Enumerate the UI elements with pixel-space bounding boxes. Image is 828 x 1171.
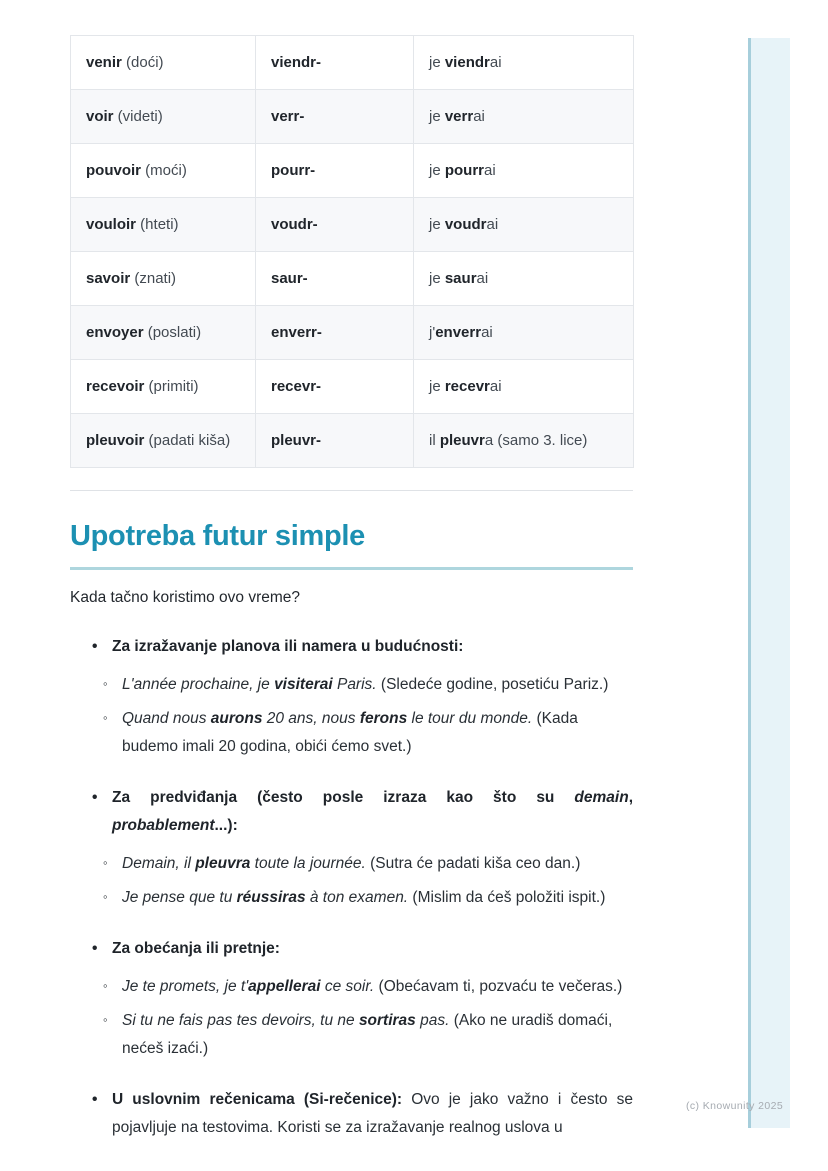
stem-cell: recevr-: [256, 360, 414, 414]
page-title: Upotreba futur simple: [70, 520, 366, 552]
circle-bullet-icon: ◦: [103, 889, 108, 904]
sub-list-item: [70, 671, 633, 699]
verb-cell: vouloir (hteti): [71, 198, 256, 252]
future-cell: je verrai: [414, 90, 634, 144]
stem-cell: pleuvr-: [256, 414, 414, 468]
bullet-icon: •: [92, 940, 98, 957]
stem-cell: viendr-: [256, 36, 414, 90]
sub-list-item: [70, 705, 633, 761]
circle-bullet-icon: ◦: [103, 1012, 108, 1027]
verb-cell: envoyer (poslati): [71, 306, 256, 360]
circle-bullet-icon: ◦: [103, 676, 108, 691]
sub-list-item-text: Je te promets, je t'appellerai ce soir. (Obećavam ti, pozvaću te večeras.): [122, 978, 623, 995]
list-item-text: Za izražavanje planova ili namera u budućnosti:: [112, 638, 464, 655]
sub-list-item: [70, 850, 633, 878]
table-row: [71, 252, 634, 306]
future-cell: je saurai: [414, 252, 634, 306]
section-divider: [70, 490, 633, 491]
stem-cell: verr-: [256, 90, 414, 144]
table-row: [71, 144, 634, 198]
table-row: [71, 360, 634, 414]
sub-list-item-text: Si tu ne fais pas tes devoirs, tu ne sortiras pas. (Ako ne uradiš domaći, nećeš izaći.): [122, 1012, 613, 1057]
future-cell: j'enverrai: [414, 306, 634, 360]
verb-cell: recevoir (primiti): [71, 360, 256, 414]
bullet-icon: •: [92, 789, 98, 806]
future-cell: je recevrai: [414, 360, 634, 414]
copyright-watermark: (c) Knowunity 2025: [686, 1100, 784, 1112]
intro-paragraph: Kada tačno koristimo ovo vreme?: [70, 589, 301, 606]
future-cell: je pourrai: [414, 144, 634, 198]
list-item: [70, 935, 633, 963]
sub-list-item: [70, 1007, 633, 1063]
future-cell: je viendrai: [414, 36, 634, 90]
verb-cell: pouvoir (moći): [71, 144, 256, 198]
stem-cell: saur-: [256, 252, 414, 306]
list-item: [70, 633, 633, 661]
table-row: [71, 414, 634, 468]
list-item: [70, 784, 633, 840]
page-content: [70, 0, 633, 1142]
verb-cell: venir (doći): [71, 36, 256, 90]
verb-cell: savoir (znati): [71, 252, 256, 306]
list-item-text: Za obećanja ili pretnje:: [112, 940, 280, 957]
list-item-text: Za predviđanja (često posle izraza kao što su demain, probablement...):: [112, 789, 633, 834]
table-row: [71, 90, 634, 144]
future-cell: il pleuvra (samo 3. lice): [414, 414, 634, 468]
sub-list-item-text: Je pense que tu réussiras à ton examen. (Mislim da ćeš položiti ispit.): [122, 889, 606, 906]
heading-underline: [70, 567, 633, 570]
verb-cell: voir (videti): [71, 90, 256, 144]
circle-bullet-icon: ◦: [103, 855, 108, 870]
verb-cell: pleuvoir (padati kiša): [71, 414, 256, 468]
table-row: [71, 36, 634, 90]
sub-list-item-text: Quand nous aurons 20 ans, nous ferons le tour du monde. (Kada budemo imali 20 godina, obići ćemo svet.): [122, 710, 578, 755]
table-row: [71, 306, 634, 360]
table-row: [71, 198, 634, 252]
future-cell: je voudrai: [414, 198, 634, 252]
stem-cell: pourr-: [256, 144, 414, 198]
circle-bullet-icon: ◦: [103, 978, 108, 993]
bullet-icon: •: [92, 638, 98, 655]
sub-list-item: [70, 973, 633, 1001]
bullet-icon: •: [92, 1091, 98, 1108]
sub-list-item: [70, 884, 633, 912]
sub-list-item-text: L'année prochaine, je visiterai Paris. (Sledeće godine, posetiću Pariz.): [122, 676, 609, 693]
stem-cell: enverr-: [256, 306, 414, 360]
stem-cell: voudr-: [256, 198, 414, 252]
circle-bullet-icon: ◦: [103, 710, 108, 725]
page-edge-highlight-bar: [748, 38, 790, 1128]
irregular-verbs-table: [70, 35, 634, 468]
list-item: [70, 1086, 633, 1142]
sub-list-item-text: Demain, il pleuvra toute la journée. (Sutra će padati kiša ceo dan.): [122, 855, 581, 872]
list-item-text: U uslovnim rečenicama (Si-rečenice): Ovo je jako važno i često se pojavljuje na testovima. Koristi se za izražavanje realnog uslova u: [112, 1091, 633, 1136]
